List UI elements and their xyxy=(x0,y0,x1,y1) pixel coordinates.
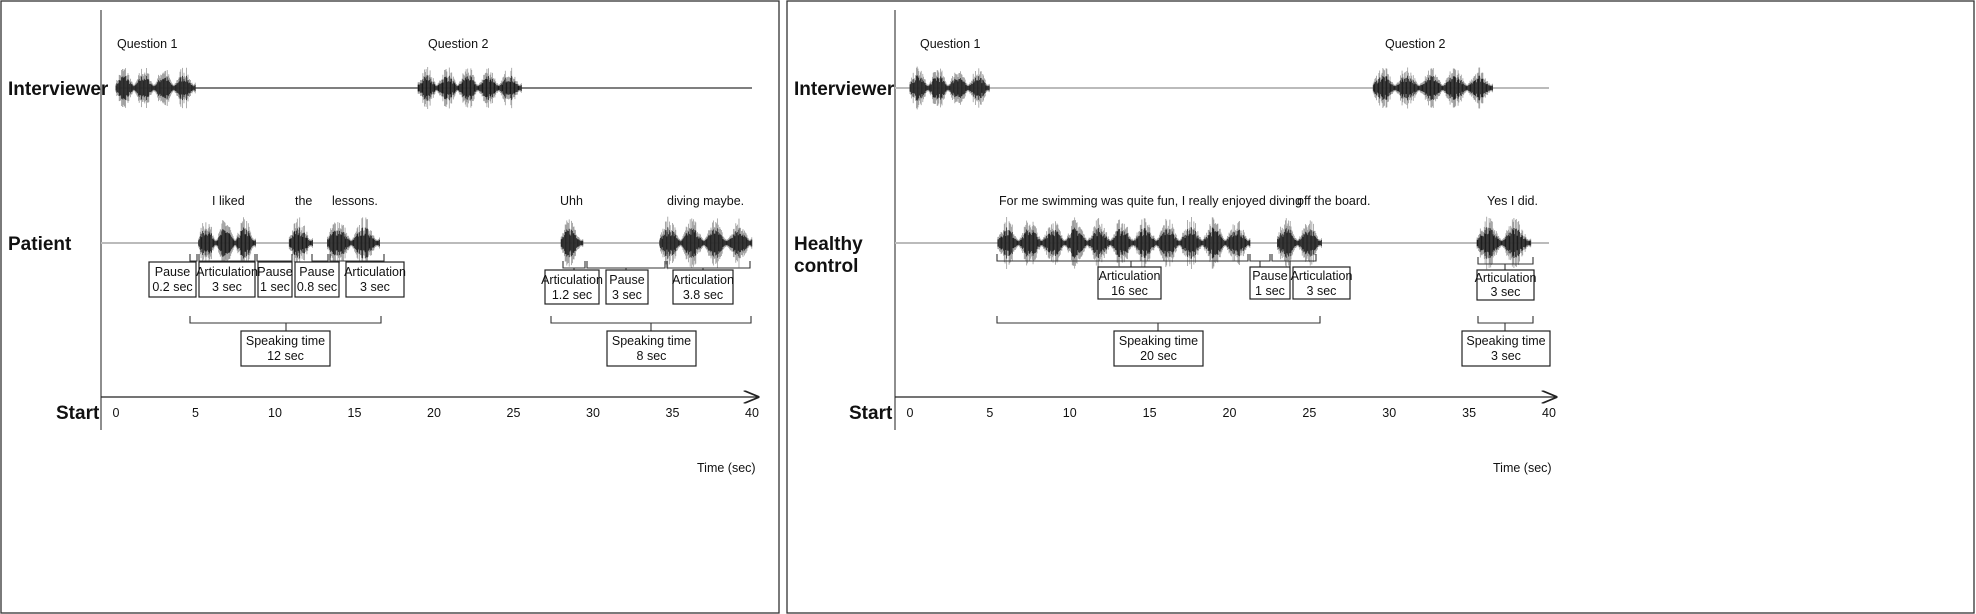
speaking-time-bracket xyxy=(190,316,381,331)
patient-panel xyxy=(1,1,779,613)
segment-box-pause xyxy=(295,262,339,297)
tick-label: 30 xyxy=(586,406,600,420)
question-1-label: Question 1 xyxy=(117,37,178,51)
segment-box-articulation xyxy=(344,262,406,297)
question-1-label: Question 1 xyxy=(920,37,981,51)
tick-label: 25 xyxy=(506,406,521,420)
svg-text:Articulation: Articulation xyxy=(196,265,258,279)
time-axis-ticks xyxy=(113,406,759,420)
word-label: I liked xyxy=(212,194,245,208)
svg-text:Articulation: Articulation xyxy=(541,273,603,287)
segment-box-articulation xyxy=(196,262,258,297)
svg-text:3 sec: 3 sec xyxy=(1306,284,1337,298)
tick-label: 5 xyxy=(986,406,994,420)
speaking-time-box xyxy=(1462,331,1550,366)
question-2-label: Question 2 xyxy=(1385,37,1446,51)
word-label: diving maybe. xyxy=(667,194,745,208)
start-label: Start xyxy=(56,403,100,424)
healthy-control-label: control xyxy=(794,256,859,277)
svg-text:1 sec: 1 sec xyxy=(1255,284,1285,298)
svg-text:Speaking time: Speaking time xyxy=(611,334,692,348)
tick-label: 0 xyxy=(906,406,914,420)
segment-box-pause xyxy=(1250,267,1290,299)
speaking-time-bracket xyxy=(1478,316,1533,331)
time-axis-label: Time (sec) xyxy=(697,461,756,475)
svg-text:1.2 sec: 1.2 sec xyxy=(551,288,593,302)
tick-label: 10 xyxy=(1062,406,1077,420)
svg-text:3 sec: 3 sec xyxy=(360,280,390,294)
start-label: Start xyxy=(849,403,893,424)
segment-box-pause xyxy=(149,262,196,297)
tick-label: 20 xyxy=(427,406,441,420)
word-label: the xyxy=(295,194,313,208)
svg-text:Articulation: Articulation xyxy=(1098,269,1161,283)
bracket xyxy=(1250,254,1270,267)
waveform-segment xyxy=(1477,217,1531,270)
svg-text:Articulation: Articulation xyxy=(344,265,406,279)
waveform-segment xyxy=(660,217,752,270)
speaking-time-bracket xyxy=(997,316,1320,331)
tick-label: 40 xyxy=(745,406,759,420)
tick-label: 10 xyxy=(268,406,282,420)
svg-text:Speaking time: Speaking time xyxy=(245,334,326,348)
waveform-segment xyxy=(910,67,989,110)
word-label: lessons. xyxy=(332,194,378,208)
word-label: Uhh xyxy=(560,194,583,208)
svg-text:Speaking time: Speaking time xyxy=(1466,334,1546,348)
svg-text:3 sec: 3 sec xyxy=(1490,285,1521,299)
tick-label: 30 xyxy=(1382,406,1397,420)
svg-text:1 sec: 1 sec xyxy=(260,280,290,294)
svg-text:Pause: Pause xyxy=(609,273,645,287)
word-label: Yes I did. xyxy=(1487,194,1538,208)
healthy-control-panel xyxy=(787,1,1974,613)
tick-label: 0 xyxy=(112,406,120,420)
segment-box-articulation xyxy=(1098,267,1161,299)
tick-label: 25 xyxy=(1302,406,1317,420)
svg-text:Articulation: Articulation xyxy=(1474,271,1537,285)
waveform-segment xyxy=(1373,67,1492,108)
svg-text:Pause: Pause xyxy=(299,265,335,279)
tick-label: 5 xyxy=(192,406,199,420)
time-axis-label: Time (sec) xyxy=(1493,461,1552,475)
svg-text:Pause: Pause xyxy=(154,265,191,279)
svg-text:Articulation: Articulation xyxy=(1290,269,1353,283)
svg-text:0.2 sec: 0.2 sec xyxy=(152,280,193,294)
speaking-time-box xyxy=(1114,331,1203,366)
question-2-label: Question 2 xyxy=(428,37,489,51)
segment-box-pause xyxy=(606,270,648,304)
time-axis-ticks xyxy=(907,406,1556,420)
tick-label: 40 xyxy=(1542,406,1556,420)
bracket xyxy=(1478,257,1533,270)
svg-text:3.8 sec: 3.8 sec xyxy=(682,288,724,302)
tick-label: 15 xyxy=(1142,406,1157,420)
svg-text:16 sec: 16 sec xyxy=(1111,284,1148,298)
speaking-time-bracket xyxy=(551,316,751,331)
interviewer-label: Interviewer xyxy=(8,79,109,100)
waveform-segment xyxy=(289,217,312,268)
word-label: For me swimming was quite fun, I really enjoyed diving xyxy=(999,194,1302,208)
segment-box-articulation xyxy=(672,270,734,304)
svg-text:0.8 sec: 0.8 sec xyxy=(296,280,338,294)
svg-text:8 sec: 8 sec xyxy=(636,349,667,363)
tick-label: 20 xyxy=(1222,406,1237,420)
svg-text:3 sec: 3 sec xyxy=(1491,349,1521,363)
svg-text:Pause: Pause xyxy=(1252,269,1288,283)
svg-text:12 sec: 12 sec xyxy=(267,349,304,363)
segment-box-pause xyxy=(257,262,292,297)
svg-text:20 sec: 20 sec xyxy=(1140,349,1177,363)
patient-label: Patient xyxy=(8,234,72,255)
tick-label: 15 xyxy=(347,406,362,420)
svg-text:Pause: Pause xyxy=(257,265,293,279)
speaking-time-box xyxy=(607,331,696,366)
word-label: off the board. xyxy=(1297,194,1371,208)
svg-text:3 sec: 3 sec xyxy=(612,288,642,302)
svg-text:Articulation: Articulation xyxy=(672,273,734,287)
waveform-segment xyxy=(116,68,195,109)
segment-box-articulation xyxy=(1475,270,1537,300)
svg-text:3 sec: 3 sec xyxy=(212,280,242,294)
healthy-control-label: Healthy xyxy=(794,234,863,255)
waveform-segment xyxy=(418,67,521,109)
svg-text:Speaking time: Speaking time xyxy=(1118,334,1199,348)
segment-box-articulation xyxy=(1291,267,1353,299)
segment-box-articulation xyxy=(541,270,603,304)
speaking-time-box xyxy=(241,331,330,366)
tick-label: 35 xyxy=(665,406,680,420)
tick-label: 35 xyxy=(1462,406,1477,420)
interviewer-label: Interviewer xyxy=(794,79,895,100)
waveform-segment xyxy=(561,219,583,266)
waveform-segment xyxy=(1277,218,1321,268)
